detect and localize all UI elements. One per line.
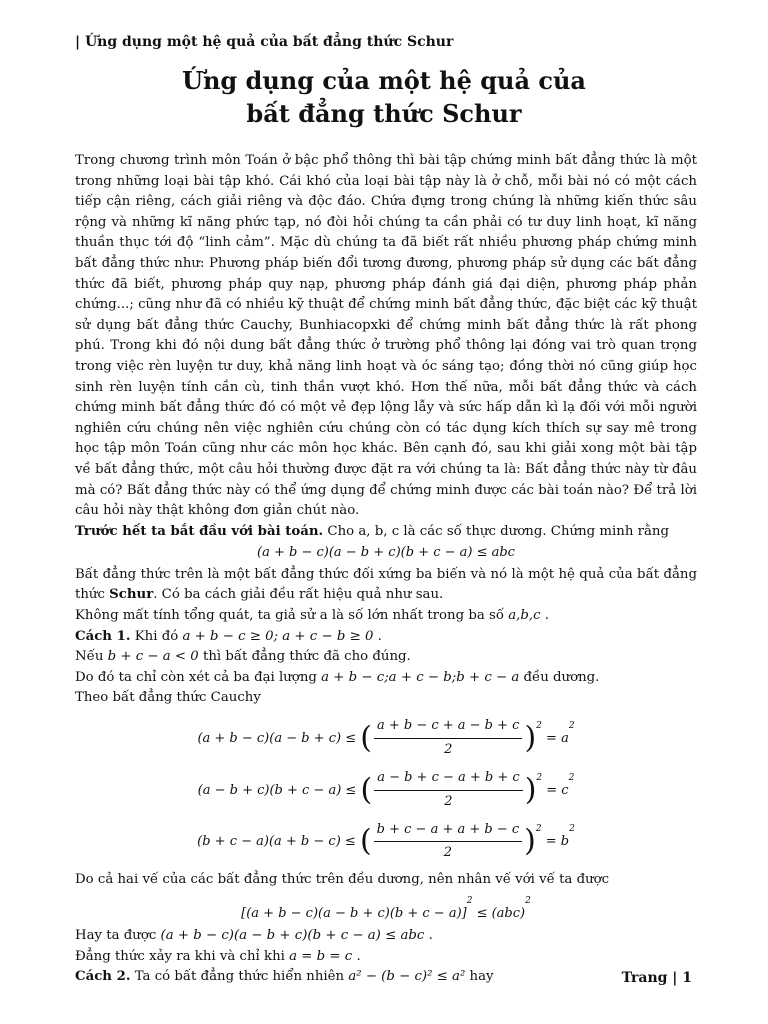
cauchy-inequality-3	[75, 819, 697, 864]
remark-text-end: . Có ba cách giải đều rất hiệu quả như sau.	[153, 587, 444, 603]
document-body	[75, 151, 697, 988]
fraction-denominator: 2	[444, 793, 453, 809]
remark-paragraph	[75, 565, 697, 606]
method2-text: Ta có bất đẳng thức hiển nhiên	[130, 969, 349, 985]
fraction-numerator: a − b + c − a + b + c	[374, 768, 523, 791]
method1-line	[75, 627, 697, 648]
wlog-line	[75, 606, 697, 627]
cauchy-rhs: = c	[546, 782, 569, 798]
exponent: 2	[536, 721, 542, 732]
schur-name: Schur	[109, 587, 154, 603]
paren-close: )	[524, 772, 537, 808]
hence-end: .	[424, 928, 433, 943]
if-text-end: thì bất đẳng thức đã cho đúng.	[198, 649, 411, 665]
remain-text-end: đều dương.	[519, 669, 600, 685]
fraction-numerator: a + b − c + a − b + c	[374, 716, 523, 739]
title-line-1: Ứng dụng của một hệ quả của	[182, 66, 586, 95]
method2-label: Cách 2.	[75, 969, 131, 985]
exponent: 2	[535, 824, 542, 835]
fraction-denominator: 2	[444, 742, 453, 758]
cauchy-lhs: (a + b − c)(a − b + c) ≤	[197, 731, 357, 747]
method1-label: Cách 1.	[75, 628, 131, 644]
if-math: b + c − a < 0	[107, 649, 199, 665]
paren-close: )	[524, 720, 537, 756]
method2-end: hay	[465, 969, 494, 985]
paren-open: (	[360, 772, 373, 808]
fraction	[374, 768, 523, 812]
hence-text: Hay ta được	[75, 928, 161, 943]
method1-text: Khi đó	[130, 628, 183, 644]
equality-end: .	[352, 948, 361, 964]
cauchy-inequality-2	[75, 768, 697, 813]
remain-text: Do đó ta chỉ còn xét cả ba đại lượng	[75, 669, 322, 685]
cauchy-lhs: (a − b + c)(b + c − a) ≤	[197, 782, 357, 798]
fraction	[374, 716, 523, 760]
product-exponent: 2	[466, 896, 473, 907]
rhs-exponent: 2	[568, 721, 575, 732]
running-header: | Ứng dụng một hệ quả của bất đẳng thức Schur	[75, 34, 454, 50]
method2-line	[75, 967, 697, 988]
equality-line	[75, 947, 697, 968]
remain-line	[75, 668, 697, 689]
product-rhs-exponent: 2	[525, 896, 531, 907]
hence-math: (a + b − c)(a − b + c)(b + c − a) ≤ abc	[160, 928, 425, 943]
cauchy-intro: Theo bất đẳng thức Cauchy	[75, 690, 261, 706]
title-line-2: bất đẳng thức Schur	[246, 99, 522, 128]
intro-paragraph: Trong chương trình môn Toán ở bậc phổ thông thì bài tập chứng minh bất đẳng thức là một trong những loại bài tập khó. Cái khó của loại bài tập này là ở chỗ, mỗi bài nó có một cách tiếp cận riêng, cách giải riêng và độc đáo. Chứa đựng trong chúng là những kiến thức sâu rộng và những kĩ năng phức tạp, nó đòi hỏi chúng ta cần phải có tư duy linh hoạt, kĩ năng thuần thục tới độ “linh cảm”. Mặc dù chúng ta đã biết rất nhiều phương pháp chứng minh bất đẳng thức như: Phương pháp biến đổi tương đương, phương pháp sử dụng các bất đẳng thức đã biết, phương pháp quy nạp, phương pháp đánh giá đại diện, phương pháp phản chứng...; cũng như đã có nhiều kỹ thuật để chứng minh bất đẳng thức, đặc biệt các kỹ thuật sử dụng bất đẳng thức Cauchy, Bunhiacopxki để chứng minh bất đẳng thức là rất phong phú. Trong khi đó nội dung bất đẳng thức ở trường phổ thông lại đóng vai trò quan trọng trong việc rèn luyện tư duy, khả năng linh hoạt và óc sáng tạo; đồng thời nó cũng giúp học sinh rèn luyện tính cần cù, tinh thần vượt khó. Hơn thế nữa, mỗi bất đẳng thức và cách chứng minh bất đẳng thức đó có một vẻ đẹp lộng lẫy và sức hấp dẫn kì lạ đối với mỗi người nghiên cứu chúng nên việc nghiên cứu chúng còn có tác dụng kích thích sự say mê trong học tập môn Toán cũng như các môn học khác. Bên cạnh đó, sau khi giải xong một bài tập về bất đẳng thức, một câu hỏi thường được đặt ra với chúng ta là: Bất đẳng thức này từ đâu mà có? Bất đẳng thức này có thể ứng dụng để chứng minh được các bài toán nào? Để trả lời câu hỏi này thật không đơn giản chút nào.	[75, 153, 697, 519]
hence-line	[75, 926, 697, 947]
wlog-end: .	[540, 608, 550, 624]
multiply-line: Do cả hai vế của các bất đẳng thức trên đều dương, nên nhân vế với vế ta được	[75, 871, 610, 887]
paren-close: )	[524, 823, 536, 859]
product-rhs: ≤ (abc)	[472, 906, 526, 922]
cauchy-rhs: = a	[546, 731, 569, 747]
product-lhs: [(a + b − c)(a − b + c)(b + c − a)]	[241, 906, 467, 922]
equality-text: Đẳng thức xảy ra khi và chỉ khi	[75, 948, 290, 964]
wlog-text: Không mất tính tổng quát, ta giả sử a là số lớn nhất trong ba số	[75, 608, 509, 624]
problem-text: Cho a, b, c là các số thực dương. Chứng minh rằng	[323, 523, 669, 539]
equality-math: a = b = c	[289, 948, 353, 964]
problem-statement	[75, 522, 697, 543]
remain-math: a + b − c;a + c − b;b + c − a	[321, 669, 520, 685]
main-inequality: (a + b − c)(a − b + c)(b + c − a) ≤ abc	[257, 545, 515, 561]
method1-math: a + b − c ≥ 0; a + c − b ≥ 0	[182, 628, 374, 644]
rhs-exponent: 2	[568, 772, 575, 783]
remark-text: Bất đẳng thức trên là một bất đẳng thức đối xứng ba biến và nó là một hệ quả của bất đẳng thức	[75, 566, 697, 603]
cauchy-inequality-1	[75, 716, 697, 761]
exponent: 2	[536, 772, 543, 783]
page-title	[0, 64, 768, 130]
product-inequality	[75, 891, 697, 925]
paren-open: (	[360, 720, 372, 756]
paren-open: (	[359, 823, 372, 859]
rhs-exponent: 2	[569, 824, 575, 835]
fraction	[374, 820, 523, 864]
wlog-math: a,b,c	[508, 608, 541, 624]
page-footer: Trang | 1	[621, 970, 692, 986]
method1-end: .	[373, 628, 382, 644]
method2-math: a² − (b − c)² ≤ a²	[348, 969, 466, 985]
cauchy-rhs: = b	[545, 834, 570, 850]
if-text: Nếu	[75, 649, 108, 665]
cauchy-lhs: (b + c − a)(a + b − c) ≤	[197, 834, 356, 850]
if-line	[75, 647, 697, 668]
fraction-numerator: b + c − a + a + b − c	[374, 820, 523, 843]
fraction-denominator: 2	[443, 845, 453, 861]
problem-lead: Trước hết ta bắt đầu với bài toán.	[75, 523, 324, 539]
